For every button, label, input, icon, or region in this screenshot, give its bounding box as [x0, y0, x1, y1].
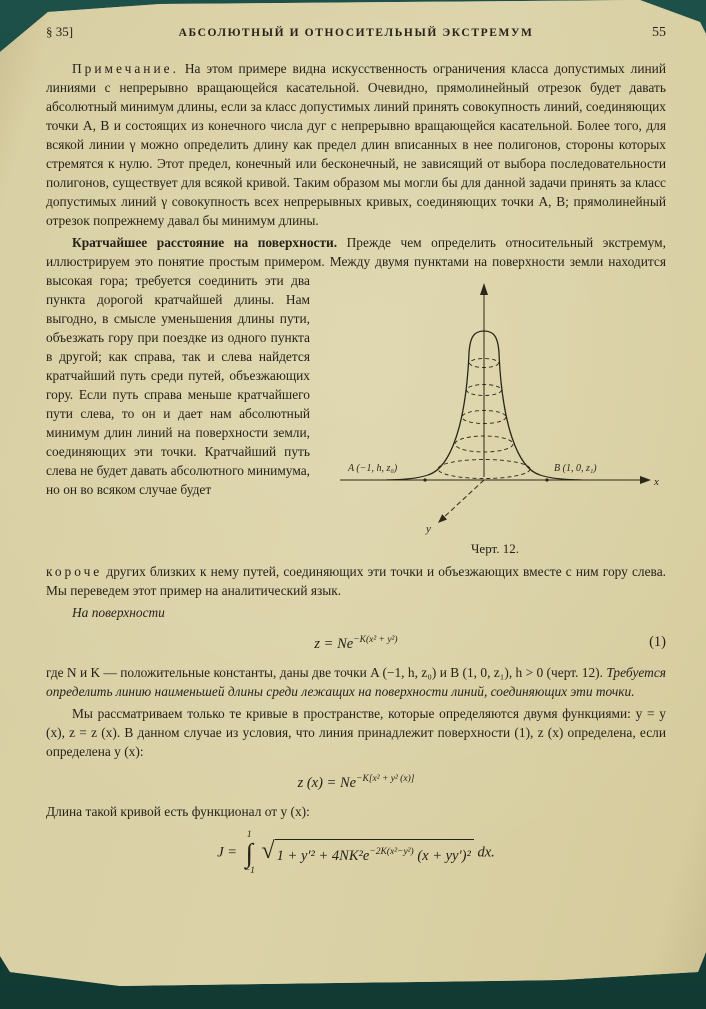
formula-base: z (x) = Ne	[297, 774, 357, 791]
on-surface-line: На поверхности	[72, 605, 165, 620]
page-content	[46, 22, 666, 885]
paragraph-wrap-text: требуется соединить эти два пункта дорогой кратчайшей длины. Нам выгодно, в смысле уменьшения длины пути, объезжать гору при поездке из одного пункта в другой; как справа, так и слева найдется кратчайший путь среди путей, объезжающих гору. Если путь справа меньше кратчайшего пути слева, то он и дает нам абсолютный минимум длин линий на поверхности земли, соединяющих эти точки. Кратчайший путь слева не будет давать абсолютного минимума, но он во всяком случае будет	[46, 273, 310, 497]
figure-caption: Черт. 12.	[470, 541, 519, 556]
formula-exponent: −K[x² + y² (x)]	[356, 773, 415, 784]
note-label: Примечание.	[72, 61, 179, 76]
note-paragraph	[46, 59, 666, 230]
formula-exponent: −K(x² + y²)	[353, 635, 398, 645]
after-figure-text: других близких к нему путей, соединяющих эти точки и объезжающих вместе с ним гору слева. Мы переведем этот пример на аналитический язык.	[46, 564, 666, 598]
page-number: 55	[652, 25, 666, 40]
y-axis	[442, 480, 484, 519]
mountain-base-left	[386, 475, 428, 480]
after-figure-paragraph	[46, 562, 666, 600]
radical-sign: √	[261, 838, 275, 865]
figure-mountain	[324, 273, 666, 558]
x-axis-label: x	[654, 476, 659, 488]
emphasized-word: короче	[46, 564, 103, 579]
chapter-title: АБСОЛЮТНЫЙ И ОТНОСИТЕЛЬНЫЙ ЭКСТРЕМУМ	[178, 27, 534, 39]
point-a-label: A (−1, h, z₀)	[348, 463, 398, 474]
differential: dx.	[473, 843, 495, 860]
paragraph-lead-bold: Кратчайшее расстояние на поверхности.	[72, 235, 338, 250]
z-axis-arrow-icon	[480, 283, 488, 295]
curves-paragraph: Мы рассматриваем только те кривые в пространстве, которые определяются двумя функциями: y = y (x), z = z (x). В данном случае из условия, что линия принадлежит поверхности (1), z (x) определена, если определена y (x):	[46, 705, 666, 759]
formula-z-body	[80, 770, 632, 793]
problem-statement-italic: Требуется определить линию наименьшей длины среди лежащих на поверхности линий, соединяющих эти точки.	[46, 664, 666, 699]
running-head	[46, 22, 666, 43]
note-body: На этом примере видна искусственность ограничения класса допустимых линий линиями с непрерывно вращающейся касательной. Очевидно, прямолинейный отрезок будет давать абсолютный минимум длины, если за класс допустимых линий принять совокупность линий, соединяющих точки A, B и состоящих из конечного числа дуг с непрерывно вращающейся касательной. Более того, для всякой линии γ можно определить длину как предел длин вписанных в нее полигонов, стороны которых стремятся к нулю. Этот предел, конечный или бесконечный, не зависящий от выбора последовательности полигонов, существует для всякой кривой. Таким образом мы могли бы для данной задачи принять за класс допустимых линий γ совокупность всех непрерывных кривых, соединяющих точки A, B; прямолинейный отрезок попрежнему давал бы минимум длины.	[46, 61, 666, 228]
integral-lower-limit: −1	[243, 865, 255, 876]
integral-glyph: ∫	[245, 837, 253, 868]
formula-lhs: J =	[217, 843, 238, 860]
where-text: где N и K — положительные константы, даны две точки A (−1, h, z₀) и B (1, 0, z₁), h > 0 (черт. 12).	[46, 664, 607, 680]
integral-upper-limit: 1	[246, 829, 252, 840]
y-axis-label: y	[426, 523, 431, 535]
formula-functional	[46, 830, 666, 876]
paragraph-intro: Прежде чем определить относительный экстремум, иллюстрируем это понятие простым примером. Между двумя пунктами на поверхности земли находится высокая гора;	[46, 235, 667, 288]
integral-sign	[244, 830, 255, 876]
section-number: § 35]	[46, 24, 74, 39]
formula-functional-body	[80, 830, 632, 876]
shortest-distance-paragraph	[46, 233, 667, 556]
point-b-label: B (1, 0, z₁)	[554, 463, 597, 474]
formula-z-of-x	[46, 770, 666, 793]
radical	[261, 839, 473, 866]
formula-exponent: −2K(x²−y²)	[369, 847, 414, 858]
where-paragraph	[46, 663, 666, 701]
x-axis-arrow-icon	[640, 476, 651, 484]
point-b-dot	[545, 478, 548, 481]
radicand: $1 + y'^2 + 4NK^2e^{-2K(x^2-y^2)}$ (x + yy′)²	[275, 839, 474, 866]
formula-base: z = Ne	[314, 635, 354, 652]
length-paragraph: Длина такой кривой есть функционал от y (x):	[46, 803, 310, 819]
formula-surface-body	[80, 631, 632, 654]
mountain-drawing	[324, 273, 666, 539]
formula-surface	[46, 631, 666, 654]
point-a-dot	[423, 478, 426, 481]
equation-number: (1)	[649, 633, 666, 650]
